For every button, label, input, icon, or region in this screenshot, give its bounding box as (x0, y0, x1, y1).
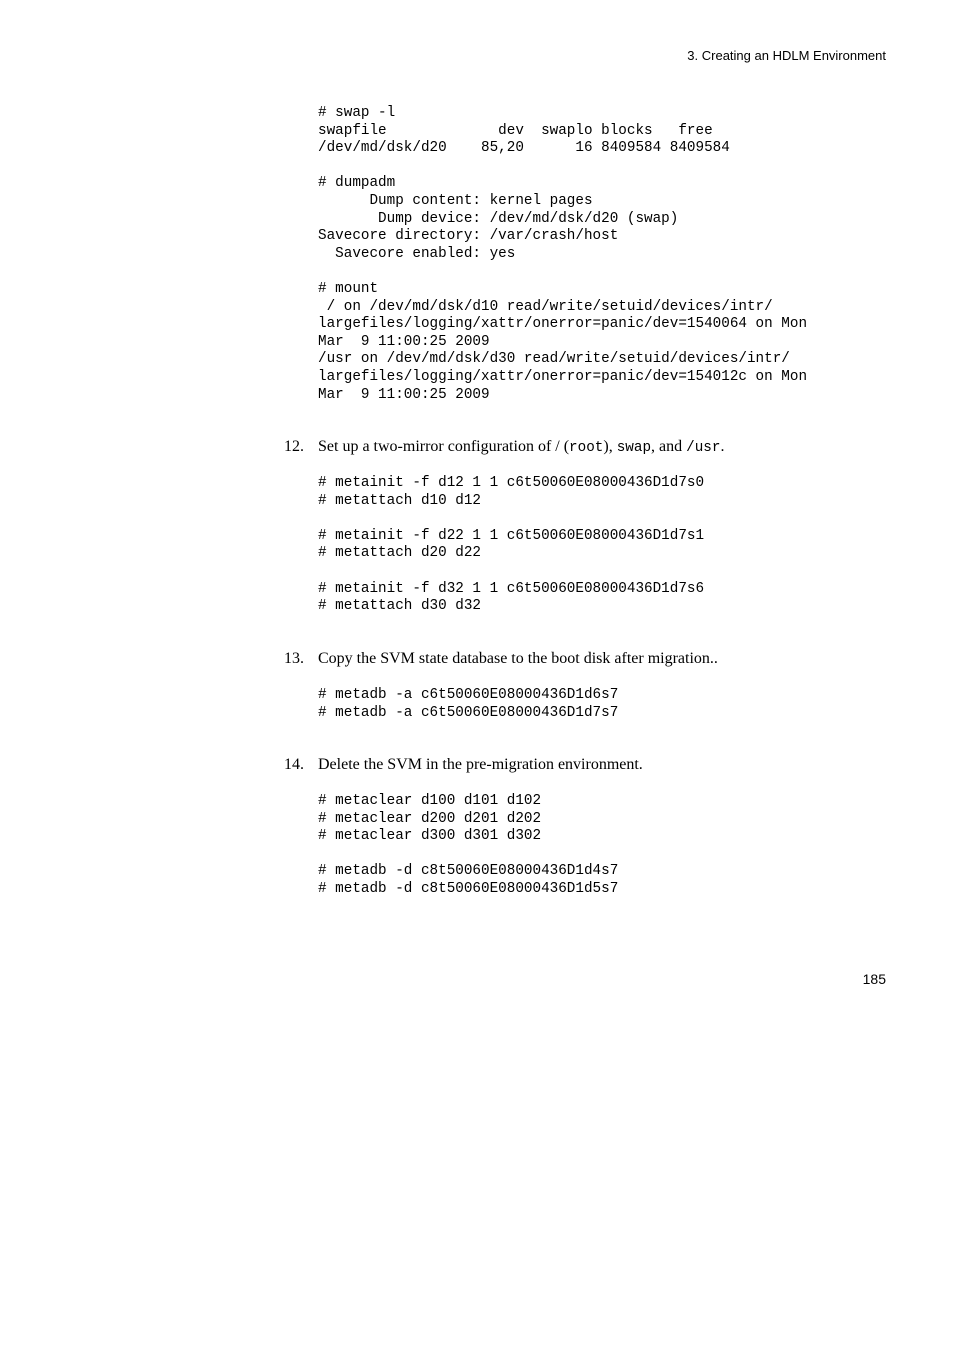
step-14 (284, 755, 643, 775)
step-text: Delete the SVM in the pre-migration environment. (318, 756, 643, 773)
step-text: . (720, 438, 725, 455)
step-text: , and (651, 438, 687, 455)
step-text: Set up a two-mirror configuration of / ( (318, 438, 570, 455)
inline-code-swap: swap (616, 440, 652, 456)
inline-code-root: root (569, 440, 604, 456)
code-block-swap-dump-mount: # swap -l swapfile dev swaplo blocks free /dev/md/dsk/d20 85,20 16 8409584 8409584 # dumpadm Dump content: kernel pages Dump device: /dev/md/dsk/d20 (swap) Savecore directory: /var/crash/host Savecore enabled: yes # mount / on /dev/md/dsk/d10 read/write/setuid/devices/intr/ largefiles/logging/xattr/onerror=panic/dev=1540064 on Mon Mar 9 11:00:25 2009 /usr on /dev/md/dsk/d30 read/write/setuid/devices/intr/ largefiles/logging/xattr/onerror=panic/dev=154012c on Mon Mar 9 11:00:25 2009 (318, 105, 808, 403)
step-number: 14. (284, 756, 304, 773)
code-block-step-13: # metadb -a c6t50060E08000436D1d6s7 # metadb -a c6t50060E08000436D1d7s7 (318, 687, 619, 721)
step-12 (284, 437, 724, 458)
page-number: 185 (862, 971, 886, 987)
step-13 (284, 649, 718, 669)
running-header: 3. Creating an HDLM Environment (687, 48, 886, 63)
step-number: 12. (284, 438, 304, 455)
code-block-step-12: # metainit -f d12 1 1 c6t50060E08000436D1d7s0 # metattach d10 d12 # metainit -f d22 1 1 c6t50060E08000436D1d7s1 # metattach d20 d22 # metainit -f d32 1 1 c6t50060E08000436D1d7s6 # metattach d30 d32 (318, 475, 705, 615)
code-block-step-14: # metaclear d100 d101 d102 # metaclear d200 d201 d202 # metaclear d300 d301 d302 # metadb -d c8t50060E08000436D1d4s7 # metadb -d c8t50060E08000436D1d5s7 (318, 793, 619, 897)
inline-code-usr: /usr (686, 440, 721, 456)
step-text: ), (603, 438, 617, 455)
step-text: Copy the SVM state database to the boot disk after migration.. (318, 650, 718, 667)
step-number: 13. (284, 650, 304, 667)
